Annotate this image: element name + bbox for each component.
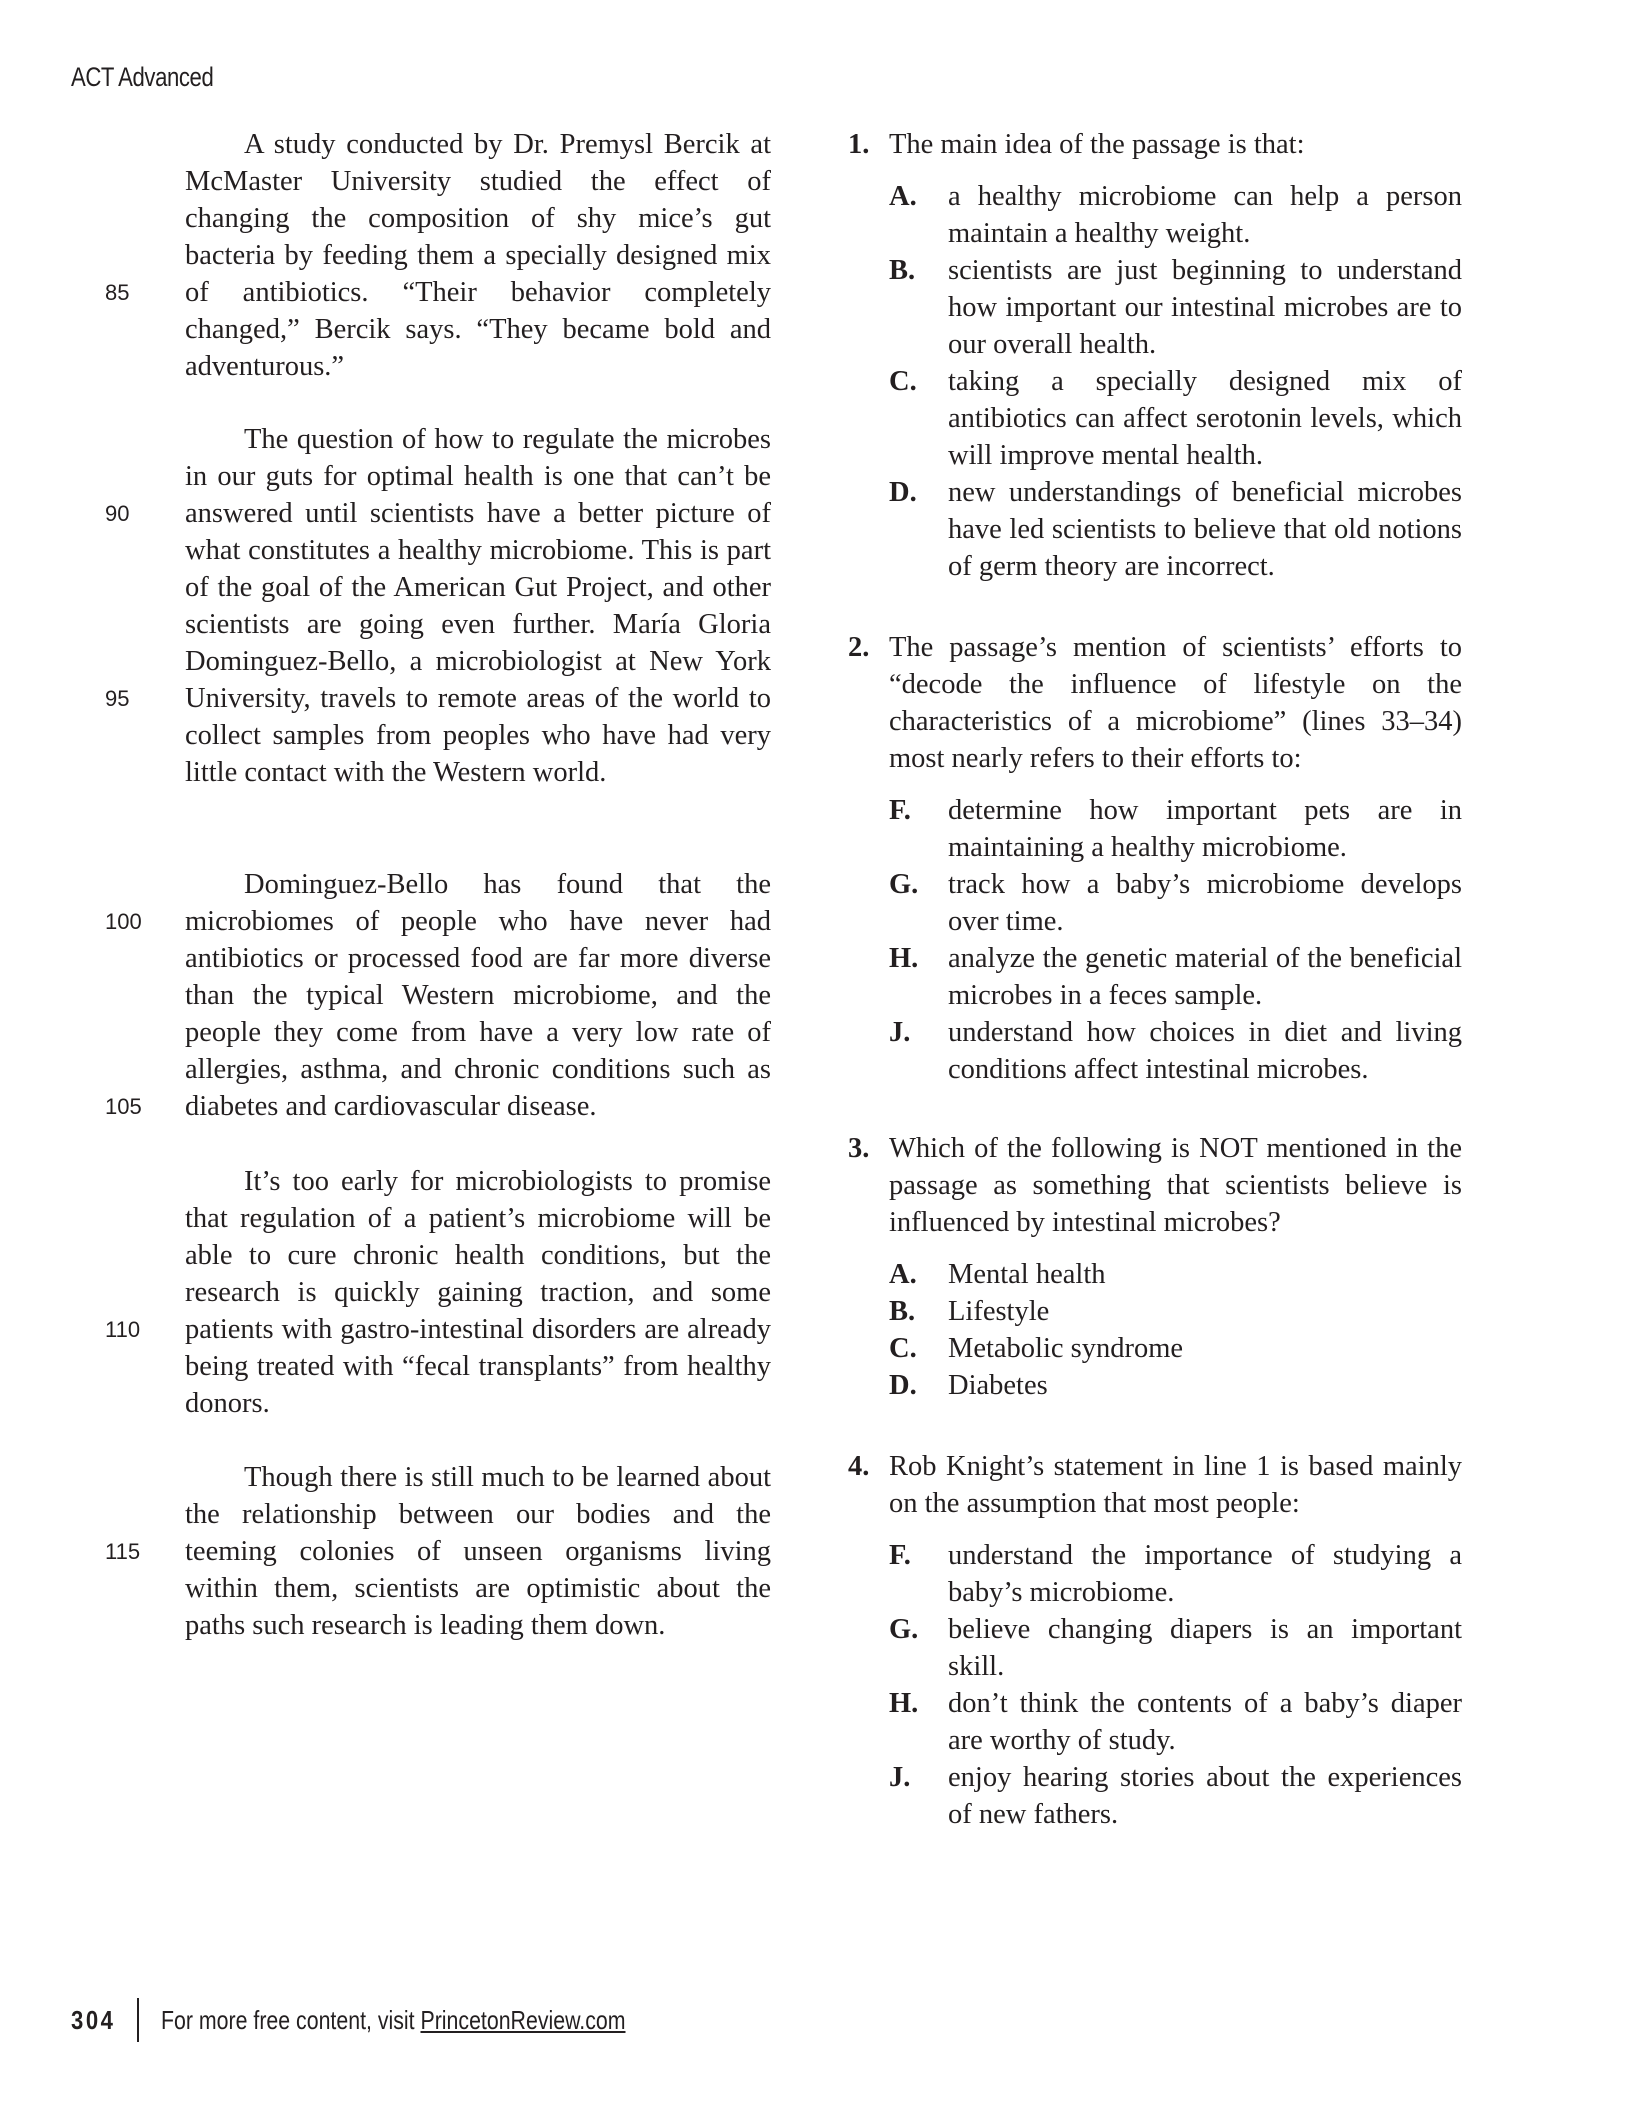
passage-paragraph: [105, 1459, 771, 1644]
option-letter: C.: [889, 366, 917, 397]
question-number: 4.: [848, 1451, 870, 1482]
option-text: understand the importance of studying a baby’s microbiome.: [948, 1540, 1462, 1608]
answer-option[interactable]: [889, 474, 1462, 585]
option-letter: A.: [889, 181, 917, 212]
answer-option[interactable]: [889, 1293, 1462, 1330]
answer-option[interactable]: [889, 1685, 1462, 1759]
answer-option[interactable]: [889, 1759, 1462, 1833]
option-text: track how a baby’s microbiome develops over time.: [948, 869, 1462, 937]
option-letter: F.: [889, 1540, 911, 1571]
answer-options: [889, 1537, 1462, 1833]
option-text: a healthy microbiome can help a person maintain a healthy weight.: [948, 181, 1462, 249]
option-letter: A.: [889, 1259, 917, 1290]
option-text: Diabetes: [948, 1370, 1048, 1401]
question-4: [848, 1448, 1462, 1833]
line-number: 95: [105, 686, 130, 711]
option-letter: C.: [889, 1333, 917, 1364]
answer-option[interactable]: [889, 1256, 1462, 1293]
option-letter: D.: [889, 477, 917, 508]
paragraph-text: Though there is still much to be learned about the relationship between our bodies and the teeming colonies of unseen organisms living within them, scientists are optimistic about the paths such research is leading them down.: [185, 1462, 771, 1641]
option-text: understand how choices in diet and living conditions affect intestinal microbes.: [948, 1017, 1462, 1085]
answer-option[interactable]: [889, 252, 1462, 363]
option-text: Metabolic syndrome: [948, 1333, 1184, 1364]
question-stem: Which of the following is NOT mentioned in the passage as something that scientists believe is influenced by intestinal microbes?: [889, 1133, 1462, 1238]
option-text: enjoy hearing stories about the experiences of new fathers.: [948, 1762, 1462, 1830]
option-letter: G.: [889, 1614, 919, 1645]
answer-options: [889, 178, 1462, 585]
question-number: 1.: [848, 129, 870, 160]
running-header: ACT Advanced: [71, 62, 214, 92]
option-text: scientists are just beginning to understand how important our intestinal microbes are to our overall health.: [948, 255, 1462, 360]
option-text: Lifestyle: [948, 1296, 1050, 1327]
question-3: [848, 1130, 1462, 1404]
answer-options: [889, 792, 1462, 1088]
line-number: 100: [105, 909, 142, 934]
question-1: [848, 126, 1462, 585]
question-stem: The passage’s mention of scientists’ efforts to “decode the influence of lifestyle on the characteristics of a microbiome” (lines 33–34) most nearly refers to their efforts to:: [889, 632, 1462, 774]
option-text: Mental health: [948, 1259, 1106, 1290]
answer-option[interactable]: [889, 866, 1462, 940]
passage-paragraph: [105, 126, 771, 385]
option-letter: B.: [889, 255, 916, 286]
answer-option[interactable]: [889, 1330, 1462, 1367]
footer-promo: [161, 2005, 625, 2036]
answer-option[interactable]: [889, 363, 1462, 474]
line-number: 105: [105, 1094, 142, 1119]
question-2: [848, 629, 1462, 1088]
question-stem: Rob Knight’s statement in line 1 is based mainly on the assumption that most people:: [889, 1451, 1462, 1519]
question-stem: The main idea of the passage is that:: [889, 129, 1305, 160]
option-letter: H.: [889, 1688, 919, 1719]
passage-paragraph: [105, 866, 771, 1125]
passage-paragraph: [105, 1163, 771, 1422]
answer-option[interactable]: [889, 1014, 1462, 1088]
option-letter: D.: [889, 1370, 917, 1401]
line-number: 90: [105, 501, 130, 526]
answer-option[interactable]: [889, 940, 1462, 1014]
option-text: new understandings of beneficial microbes have led scientists to believe that old notions of germ theory are incorrect.: [948, 477, 1462, 582]
option-letter: B.: [889, 1296, 916, 1327]
option-letter: J.: [889, 1762, 911, 1793]
answer-option[interactable]: [889, 178, 1462, 252]
option-text: analyze the genetic material of the beneficial microbes in a feces sample.: [948, 943, 1462, 1011]
page-number: 304: [71, 2004, 116, 2035]
answer-option[interactable]: [889, 1611, 1462, 1685]
option-letter: H.: [889, 943, 919, 974]
answer-options: [889, 1256, 1462, 1404]
line-number: 85: [105, 280, 130, 305]
paragraph-text: Dominguez-Bello has found that the microbiomes of people who have never had antibiotics or processed food are far more diverse than the typical Western microbiome, and the people they come from have a very low rate of allergies, asthma, and chronic conditions such as diabetes and cardiovascular disease.: [185, 869, 771, 1122]
answer-option[interactable]: [889, 1537, 1462, 1611]
option-letter: J.: [889, 1017, 911, 1048]
option-text: taking a specially designed mix of antibiotics can affect serotonin levels, which will improve mental health.: [948, 366, 1462, 471]
footer-divider: [137, 1998, 139, 2042]
promo-text: For more free content, visit: [160, 2004, 421, 2035]
paragraph-text: The question of how to regulate the microbes in our guts for optimal health is one that can’t be answered until scientists have a better picture of what constitutes a healthy microbiome. This is part of the goal of the American Gut Project, and other scientists are going even further. María Gloria Dominguez-Bello, a microbiologist at New York University, travels to remote areas of the world to collect samples from peoples who have had very little contact with the Western world.: [185, 424, 771, 788]
passage-paragraph: [105, 421, 771, 791]
answer-option[interactable]: [889, 1367, 1462, 1404]
question-number: 3.: [848, 1133, 870, 1164]
princeton-review-link[interactable]: PrincetonReview.com: [420, 2004, 626, 2035]
question-number: 2.: [848, 632, 870, 663]
line-number: 110: [105, 1317, 141, 1342]
line-number: 115: [105, 1539, 141, 1564]
option-letter: G.: [889, 869, 919, 900]
option-text: don’t think the contents of a baby’s diaper are worthy of study.: [948, 1688, 1462, 1756]
option-text: determine how important pets are in maintaining a healthy microbiome.: [948, 795, 1462, 863]
paragraph-text: A study conducted by Dr. Premysl Bercik at McMaster University studied the effect of changing the composition of shy mice’s gut bacteria by feeding them a specially designed mix of antibiotics. “Their behavior completely changed,” Bercik says. “They became bold and adventurous.”: [185, 129, 771, 382]
option-letter: F.: [889, 795, 911, 826]
paragraph-text: It’s too early for microbiologists to promise that regulation of a patient’s microbiome will be able to cure chronic health conditions, but the research is quickly gaining traction, and some patients with gastro-intestinal disorders are already being treated with “fecal transplants” from healthy donors.: [185, 1166, 771, 1419]
answer-option[interactable]: [889, 792, 1462, 866]
page-footer: [71, 1998, 727, 2042]
option-text: believe changing diapers is an important skill.: [948, 1614, 1462, 1682]
